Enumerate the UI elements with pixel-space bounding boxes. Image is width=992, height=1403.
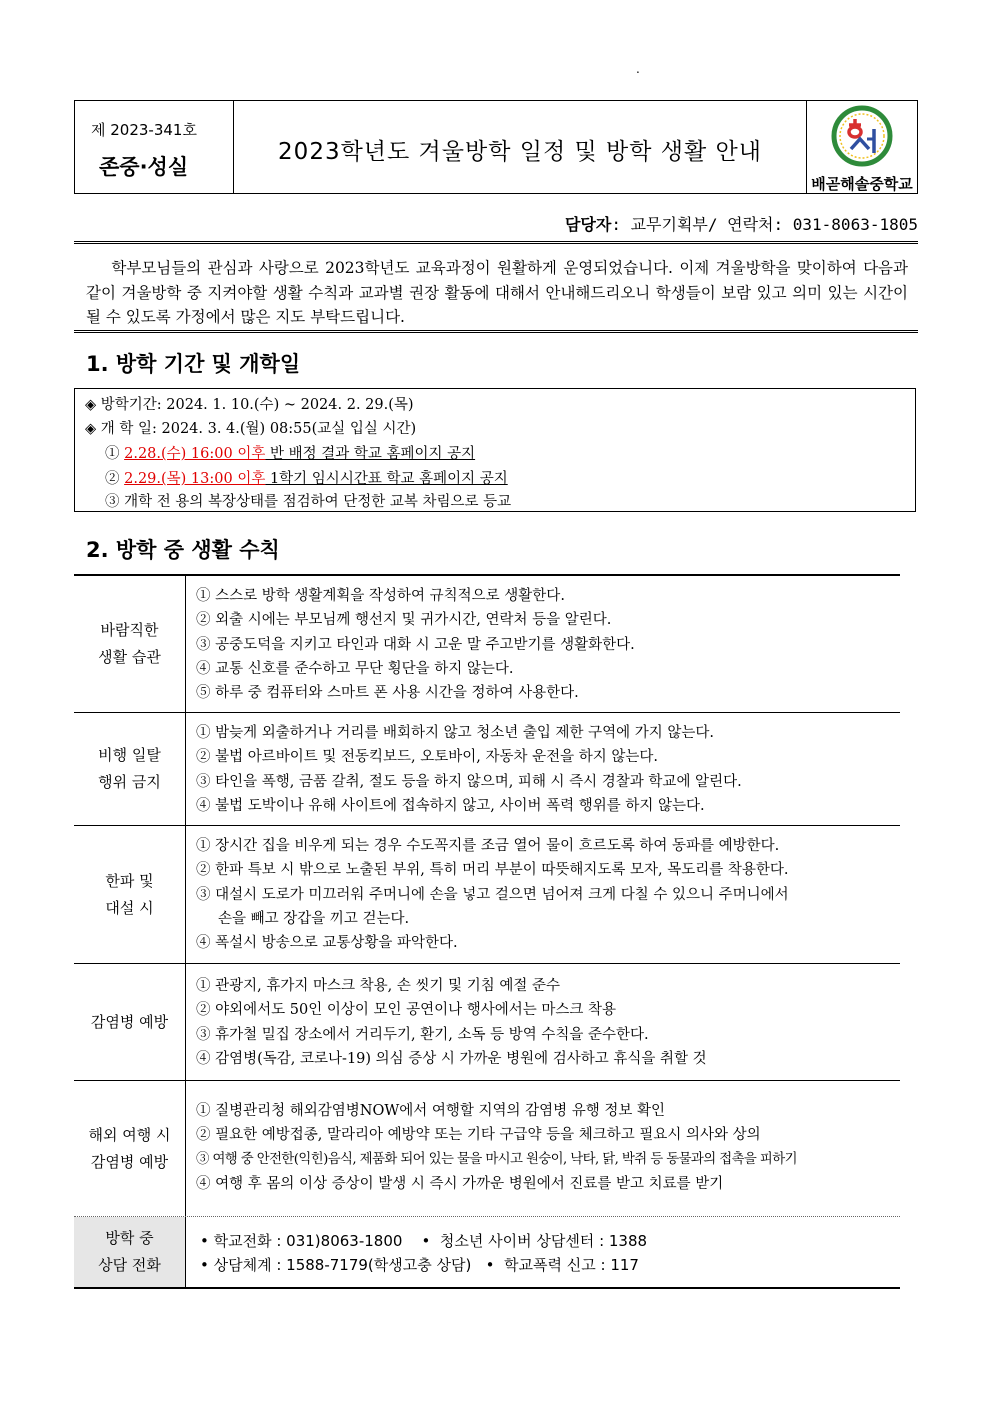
vacation-period-box [74, 388, 916, 512]
rule-item: ③ 대설시 도로가 미끄러워 주머니에 손을 넣고 걸으면 넘어져 크게 다칠 수 있으니 주머니에서 [196, 886, 789, 903]
rule-label: 바람직한 생활 습관 [74, 576, 186, 712]
rule-item: ⑤ 하루 중 컴퓨터와 스마트 폰 사용 시간을 정하여 사용한다. [196, 685, 579, 702]
note-number: ③ [105, 494, 120, 510]
rule-item: ③ 여행 중 안전한(익힌)음식, 제품화 되어 있는 물을 마시고 원숭이, 낙타, 닭, 박쥐 등 동물과의 접촉을 피하기 [196, 1151, 797, 1167]
note-1 [105, 442, 475, 463]
note-red-text: 2.28.(수) 16:00 이후 [124, 446, 266, 462]
section2-title: 2. 방학 중 생활 수칙 [86, 538, 280, 562]
rule-items [196, 721, 900, 818]
rule-item: ④ 여행 후 몸의 이상 증상이 발생 시 즉시 가까운 병원에서 진료를 받고 치료를 받기 [196, 1175, 724, 1192]
intro-text [86, 256, 908, 330]
rule-item: ① 스스로 방학 생활계획을 작성하여 규칙적으로 생활한다. [196, 588, 565, 604]
intro-paragraph: 학부모님들의 관심과 사랑으로 2023학년도 교육과정이 원활하게 운영되었습니다. 이제 겨울방학을 맞이하여 다음과 같이 겨울방학 중 지켜야할 생활 수칙과 교과별 권장 활동에 대해서 안내해드리오니 학생들이 보람 있고 의미 있는 시간이 될 수 있도록 가정에서 많은 지도 부탁드립니다. [86, 259, 908, 326]
rule-item: ③ 휴가철 밀집 장소에서 거리두기, 환기, 소독 등 방역 수칙을 준수한다. [196, 1026, 649, 1043]
school-motto: 존중·성실 [99, 155, 189, 179]
page-title: 2023학년도 겨울방학 일정 및 방학 생활 안내 [278, 139, 762, 165]
rule-item: ① 질병관리청 해외감염병NOW에서 여행할 지역의 감염병 유행 정보 확인 [196, 1103, 666, 1119]
phone-label: 방학 중 상담 전화 [74, 1217, 186, 1287]
note-rest-text: 반 배정 결과 학교 홈페이지 공지 [265, 446, 476, 462]
phone-line-2: • 상담체계 : 1588-7179(학생고충 상담) • 학교폭력 신고 : 117 [200, 1256, 639, 1274]
note-3 [105, 490, 511, 511]
counseling-phone-box [74, 1216, 900, 1289]
rule-item: ④ 감염병(독감, 코로나-19) 의심 증상 시 가까운 병원에 검사하고 휴식을 취할 것 [196, 1050, 707, 1067]
note-number: ① [105, 446, 120, 462]
rule-item: ④ 교통 신호를 준수하고 무단 횡단을 하지 않는다. [196, 660, 514, 677]
rule-label: 비행 일탈 행위 금지 [74, 713, 186, 825]
note-number: ② [105, 471, 120, 487]
rule-item: ③ 타인을 폭행, 금품 갈취, 절도 등을 하지 않으며, 피해 시 즉시 경찰과 학교에 알린다. [196, 773, 742, 790]
rule-item: ① 장시간 집을 비우게 되는 경우 수도꼭지를 조금 열어 물이 흐르도록 하여 동파를 예방한다. [196, 838, 780, 854]
school-logo-icon [827, 105, 897, 167]
section1-title: 1. 방학 기간 및 개학일 [86, 352, 301, 376]
note-rest-text: 개학 전 용의 복장상태를 점검하여 단정한 교복 차림으로 등교 [124, 494, 512, 510]
opening-date: ◈ 개 학 일: 2024. 3. 4.(월) 08:55(교실 입실 시간) [85, 421, 417, 437]
contact-label: 담당자 [564, 215, 612, 234]
rule-label: 한파 및 대설 시 [74, 826, 186, 963]
note-2 [105, 467, 508, 488]
rule-items [196, 974, 900, 1071]
rule-item: ④ 불법 도박이나 유해 사이트에 접속하지 않고, 사이버 폭력 행위를 하지 않는다. [196, 797, 705, 814]
rule-item: ① 밤늦게 외출하거나 거리를 배회하지 않고 청소년 출입 제한 구역에 가지 않는다. [196, 725, 715, 741]
rule-item: ① 관광지, 휴가지 마스크 착용, 손 씻기 및 기침 예절 준수 [196, 978, 560, 994]
rule-item: ② 야외에서도 50인 이상이 모인 공연이나 행사에서는 마스크 착용 [196, 1002, 616, 1019]
phone-line-1: • 학교전화 : 031)8063-1800 • 청소년 사이버 상담센터 : 1388 [200, 1232, 648, 1250]
note-red-text: 2.29.(목) 13:00 이후 [124, 471, 266, 487]
school-logo-cell [806, 101, 917, 193]
doc-number: 제 2023-341호 [91, 121, 197, 139]
dot-mark: . [636, 62, 640, 76]
contact-line [565, 212, 918, 235]
rule-item-continued: 손을 빼고 장갑을 끼고 걷는다. [218, 910, 410, 927]
vacation-period: ◈ 방학기간: 2024. 1. 10.(수) ~ 2024. 2. 29.(목) [85, 397, 414, 413]
rule-item: ② 불법 아르바이트 및 전동킥보드, 오토바이, 자동차 운전을 하지 않는다. [196, 749, 659, 766]
rule-items [196, 834, 900, 955]
note-rest-text: 1학기 임시시간표 학교 홈페이지 공지 [265, 471, 508, 487]
document-header [74, 100, 918, 194]
intro-box [74, 241, 918, 333]
rules-table [74, 574, 900, 1288]
rule-label: 감염병 예방 [74, 964, 186, 1080]
school-name: 배곧해솔중학교 [811, 175, 913, 193]
rule-row-delinquency [74, 713, 900, 826]
rule-row-overseas [74, 1081, 900, 1217]
doc-number-cell [75, 101, 234, 193]
rule-item: ③ 공중도덕을 지키고 타인과 대화 시 고운 말 주고받기를 생활화한다. [196, 636, 635, 653]
rule-row-infection [74, 964, 900, 1081]
rule-items [196, 584, 900, 705]
rule-item: ② 외출 시에는 부모님께 행선지 및 귀가시간, 연락처 등을 알린다. [196, 612, 612, 629]
rule-items [196, 1099, 900, 1196]
contact-text: : 교무기획부/ 연락처: 031-8063-1805 [611, 215, 918, 234]
rule-row-habits [74, 576, 900, 713]
rule-item: ② 필요한 예방접종, 말라리아 예방약 또는 기타 구급약 등을 체크하고 필요시 의사와 상의 [196, 1127, 761, 1144]
rule-item: ② 한파 특보 시 밖으로 노출된 부위, 특히 머리 부분이 따뜻해지도록 모자, 목도리를 착용한다. [196, 862, 789, 879]
rule-row-cold-snow [74, 826, 900, 964]
rule-item: ④ 폭설시 방송으로 교통상황을 파악한다. [196, 935, 458, 952]
rule-label: 해외 여행 시 감염병 예방 [74, 1081, 186, 1217]
